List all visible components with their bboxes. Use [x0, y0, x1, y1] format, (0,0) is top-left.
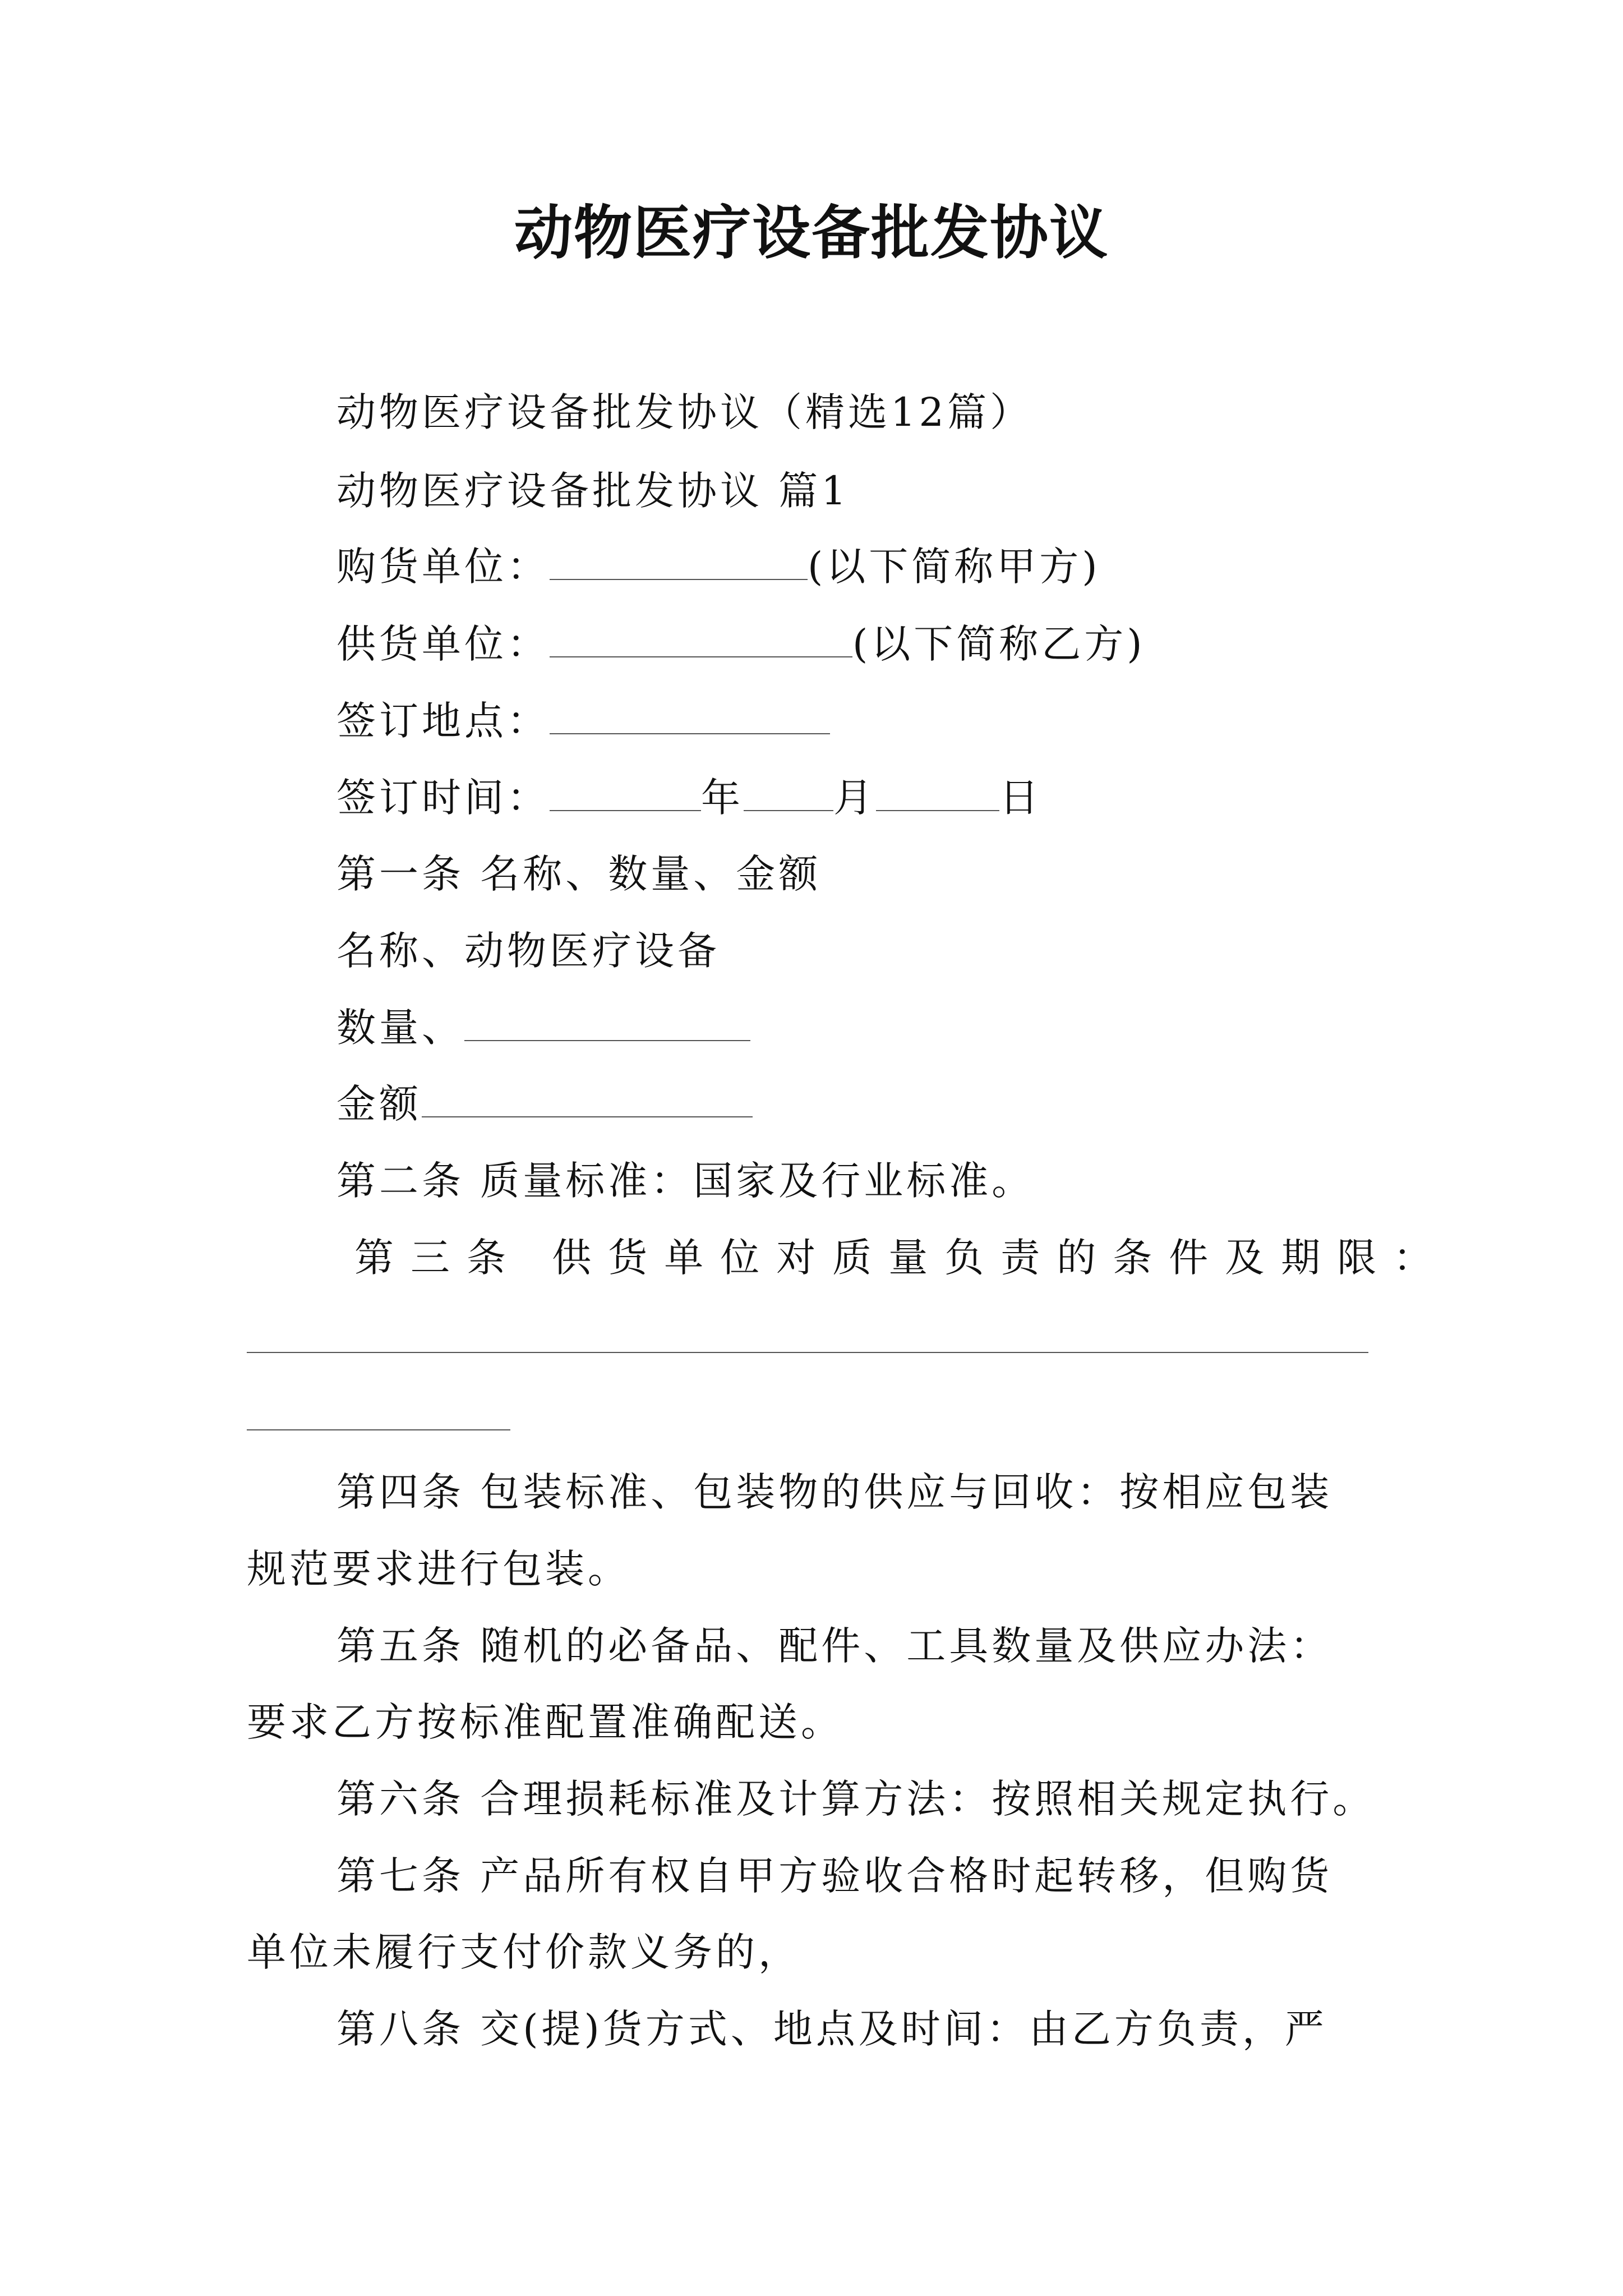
supplier-suffix: (以下简称乙方)	[852, 621, 1146, 667]
article-3-blank-line-2[interactable]	[247, 1429, 510, 1430]
article-7-line-2: 单位未履行支付价款义务的，	[247, 1929, 801, 1975]
document-title: 动物医疗设备批发协议	[514, 198, 1109, 267]
sign-place-blank[interactable]	[550, 698, 830, 734]
sign-time-line	[336, 770, 1042, 826]
article-3-blank-line-1[interactable]	[247, 1352, 1368, 1353]
document-subtitle: 动物医疗设备批发协议（精选12篇）	[336, 389, 1033, 435]
amount-label: 金额	[336, 1081, 422, 1127]
month-blank[interactable]	[744, 775, 833, 811]
section-heading: 动物医疗设备批发协议 篇1	[336, 468, 850, 514]
article-4-line-1: 第四条 包装标准、包装物的供应与回收：按相应包装	[336, 1469, 1333, 1515]
article-3: 第三条 供货单位对质量负责的条件及期限：	[354, 1235, 1450, 1281]
article-7-line-1: 第七条 产品所有权自甲方验收合格时起转移，但购货	[336, 1853, 1333, 1899]
quantity-line	[336, 1000, 750, 1056]
article-1: 第一条 名称、数量、金额	[336, 851, 822, 897]
year-blank[interactable]	[550, 775, 701, 811]
buyer-label: 购货单位：	[336, 544, 550, 590]
buyer-line	[336, 539, 1101, 595]
article-2: 第二条 质量标准：国家及行业标准。	[336, 1158, 1035, 1204]
sign-time-label: 签订时间：	[336, 775, 550, 821]
supplier-line	[336, 616, 1146, 672]
quantity-blank[interactable]	[464, 1005, 750, 1041]
month-label: 月	[833, 775, 876, 821]
supplier-blank[interactable]	[550, 622, 852, 657]
amount-blank[interactable]	[422, 1082, 753, 1117]
article-8: 第八条 交(提)货方式、地点及时间：由乙方负责，严	[336, 2006, 1327, 2052]
article-5-line-2: 要求乙方按标准配置准确配送。	[247, 1699, 843, 1745]
amount-line	[336, 1076, 753, 1132]
sign-place-line	[336, 693, 830, 749]
buyer-suffix: (以下简称甲方)	[808, 544, 1101, 590]
quantity-label: 数量、	[336, 1005, 464, 1051]
day-label: 日	[999, 775, 1042, 821]
sign-place-label: 签订地点：	[336, 698, 550, 744]
buyer-blank[interactable]	[550, 544, 808, 580]
name-line: 名称、动物医疗设备	[336, 928, 720, 974]
article-4-line-2: 规范要求进行包装。	[247, 1546, 630, 1592]
year-label: 年	[701, 775, 744, 821]
day-blank[interactable]	[876, 775, 999, 811]
article-5-line-1: 第五条 随机的必备品、配件、工具数量及供应办法：	[336, 1623, 1333, 1669]
article-6: 第六条 合理损耗标准及计算方法：按照相关规定执行。	[336, 1776, 1376, 1822]
supplier-label: 供货单位：	[336, 621, 550, 667]
